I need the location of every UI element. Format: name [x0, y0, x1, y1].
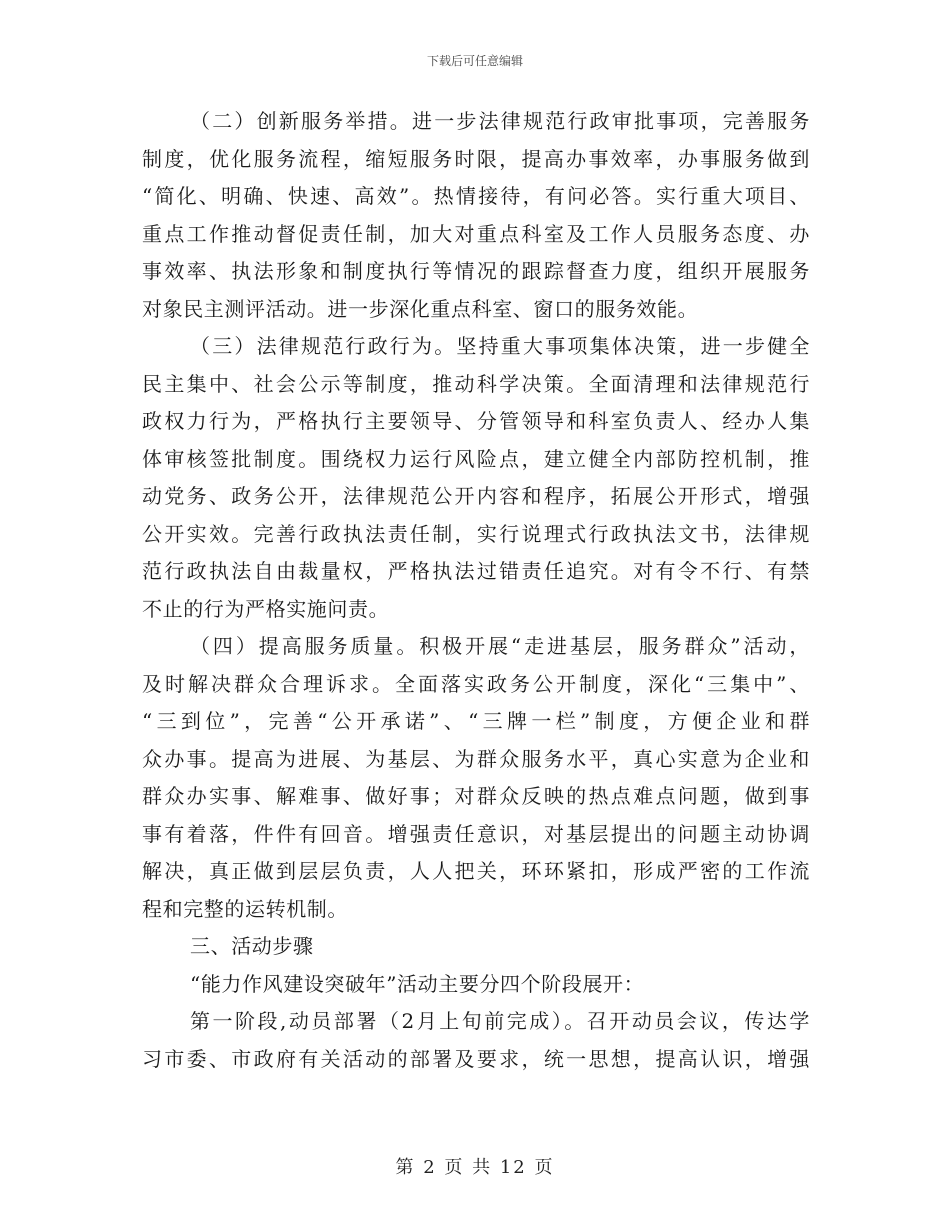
text-line: 众办事。提高为进展、为基层、为群众服务水平，真心实意为企业和 [142, 746, 810, 771]
text-line: 事效率、执法形象和制度执行等情况的跟踪督查力度，组织开展服务 [142, 259, 810, 283]
text-line: （四）提高服务质量。积极开展“走进基层，服务群众”活动， [190, 634, 810, 658]
text-line: （三）法律规范行政行为。坚持重大事项集体决策，进一步健全 [190, 334, 810, 358]
text-line: 解决，真正做到层层负责，人人把关，环环紧扣，形成严密的工作流 [142, 859, 810, 883]
text-line: “三到位”，完善“公开承诺”、“三牌一栏”制度，方便企业和群 [142, 709, 810, 733]
text-line: （二）创新服务举措。进一步法律规范行政审批事项，完善服务 [190, 109, 810, 133]
document-body [142, 103, 810, 1078]
text-line: 及时解决群众合理诉求。全面落实政务公开制度，深化“三集中”、 [142, 671, 810, 696]
text-line: 制度，优化服务流程，缩短服务时限，提高办事效率，办事服务做到 [142, 146, 810, 171]
text-line: “简化、明确、快速、高效”。热情接待，有问必答。实行重大项目、 [142, 184, 810, 208]
text-line: 对象民主测评活动。进一步深化重点科室、窗口的服务效能。 [142, 296, 699, 321]
text-line: 民主集中、社会公示等制度，推动科学决策。全面清理和法律规范行 [142, 371, 810, 396]
text-line: 重点工作推动督促责任制，加大对重点科室及工作人员服务态度、办 [142, 221, 810, 246]
text-line: 程和完整的运转机制。 [142, 896, 348, 921]
text-line: 范行政执法自由裁量权，严格执法过错责任追究。对有令不行、有禁 [142, 559, 810, 583]
text-line: 动党务、政务公开，法律规范公开内容和程序，拓展公开形式，增强 [142, 484, 810, 508]
page-number: 第 2 页 共 12 页 [395, 1157, 555, 1178]
text-line: 群众办实事、解难事、做好事；对群众反映的热点难点问题，做到事 [142, 784, 810, 808]
text-line: 公开实效。完善行政执法责任制，实行说理式行政执法文书，法律规 [142, 521, 810, 546]
page-header: 下载后可任意编辑 [426, 54, 523, 68]
text-line: 体审核签批制度。围绕权力运行风险点，建立健全内部防控机制，推 [142, 446, 810, 471]
text-line: 政权力行为，严格执行主要领导、分管领导和科室负责人、经办人集 [142, 409, 810, 433]
section-heading: 三、活动步骤 [190, 934, 314, 958]
text-line: 事有着落，件件有回音。增强责任意识，对基层提出的问题主动协调 [142, 821, 810, 846]
text-line: 不止的行为严格实施问责。 [142, 596, 390, 621]
text-line: 习市委、市政府有关活动的部署及要求，统一思想，提高认识，增强 [142, 1046, 810, 1071]
text-line: “能力作风建设突破年”活动主要分四个阶段展开： [190, 971, 645, 996]
text-line: 第一阶段,动员部署（2月上旬前完成）。召开动员会议，传达学 [190, 1009, 810, 1033]
